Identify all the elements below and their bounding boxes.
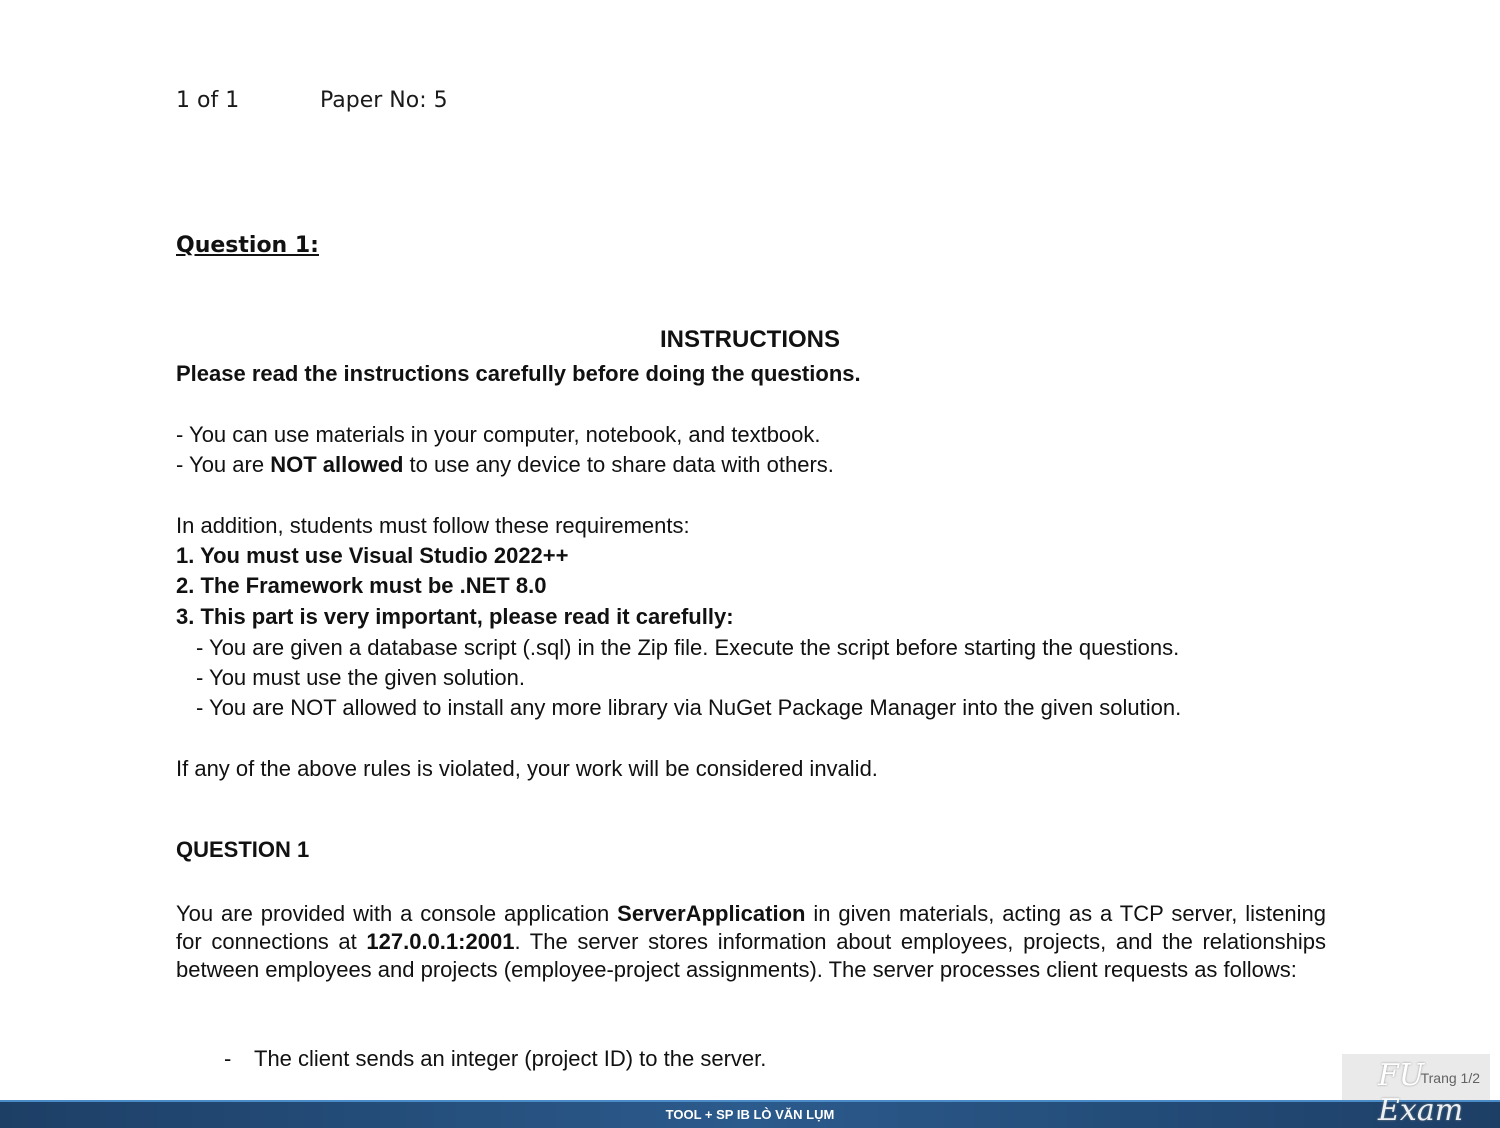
requirement-3: 3. This part is very important, please read it carefully: bbox=[176, 604, 734, 629]
page-number: Trang 1/2 bbox=[1420, 1070, 1480, 1086]
question-1-description bbox=[176, 900, 1326, 984]
violation-notice: If any of the above rules is violated, your work will be considered invalid. bbox=[176, 756, 878, 781]
materials-rule: - You can use materials in your computer, notebook, and textbook. bbox=[176, 422, 821, 447]
sub-requirement-1: - You are given a database script (.sql) in the Zip file. Execute the script before starting the questions. bbox=[196, 635, 1180, 660]
list-item bbox=[224, 1046, 766, 1072]
description-part-a: You are provided with a console application bbox=[176, 901, 618, 926]
server-address: 127.0.0.1:2001 bbox=[366, 929, 515, 954]
device-rule-emphasis: NOT allowed bbox=[270, 452, 404, 477]
footer-text: TOOL + SP IB LÒ VĂN LỤM bbox=[665, 1107, 835, 1122]
sub-requirement-3: - You are NOT allowed to install any more library via NuGet Package Manager into the given solution. bbox=[196, 695, 1182, 720]
instructions-subtitle: Please read the instructions carefully before doing the questions. bbox=[176, 361, 861, 386]
question-1-title: QUESTION 1 bbox=[176, 837, 310, 862]
page-count: 1 of 1 bbox=[176, 88, 240, 113]
requirements-intro: In addition, students must follow these requirements: bbox=[176, 513, 690, 538]
bullet-text: The client sends an integer (project ID) to the server. bbox=[254, 1046, 767, 1071]
instructions-title: INSTRUCTIONS bbox=[660, 326, 840, 353]
fu-exam-logo-icon: FU Exam bbox=[1378, 1058, 1464, 1128]
question-heading: Question 1: bbox=[176, 233, 319, 258]
bullet-dash: - bbox=[224, 1046, 232, 1071]
paper-number: Paper No: 5 bbox=[320, 88, 448, 113]
footer-bar bbox=[0, 1100, 1500, 1128]
device-rule bbox=[176, 450, 834, 480]
requirement-2: 2. The Framework must be .NET 8.0 bbox=[176, 573, 547, 598]
page-header bbox=[176, 88, 448, 113]
device-rule-prefix: - You are bbox=[176, 452, 271, 477]
device-rule-suffix: to use any device to share data with others. bbox=[403, 452, 834, 477]
page-badge bbox=[1342, 1054, 1490, 1128]
description-part-e: . The server stores information about employees, projects, and the relationships between employees and projects (employee-project assignments). The server processes client requests as follows: bbox=[176, 929, 1326, 982]
server-application-name: ServerApplication bbox=[617, 901, 806, 926]
requirement-1: 1. You must use Visual Studio 2022++ bbox=[176, 543, 569, 568]
sub-requirement-2: - You must use the given solution. bbox=[196, 665, 525, 690]
description-part-c: in given materials, acting as a TCP server, listening for connections at bbox=[176, 901, 1326, 954]
